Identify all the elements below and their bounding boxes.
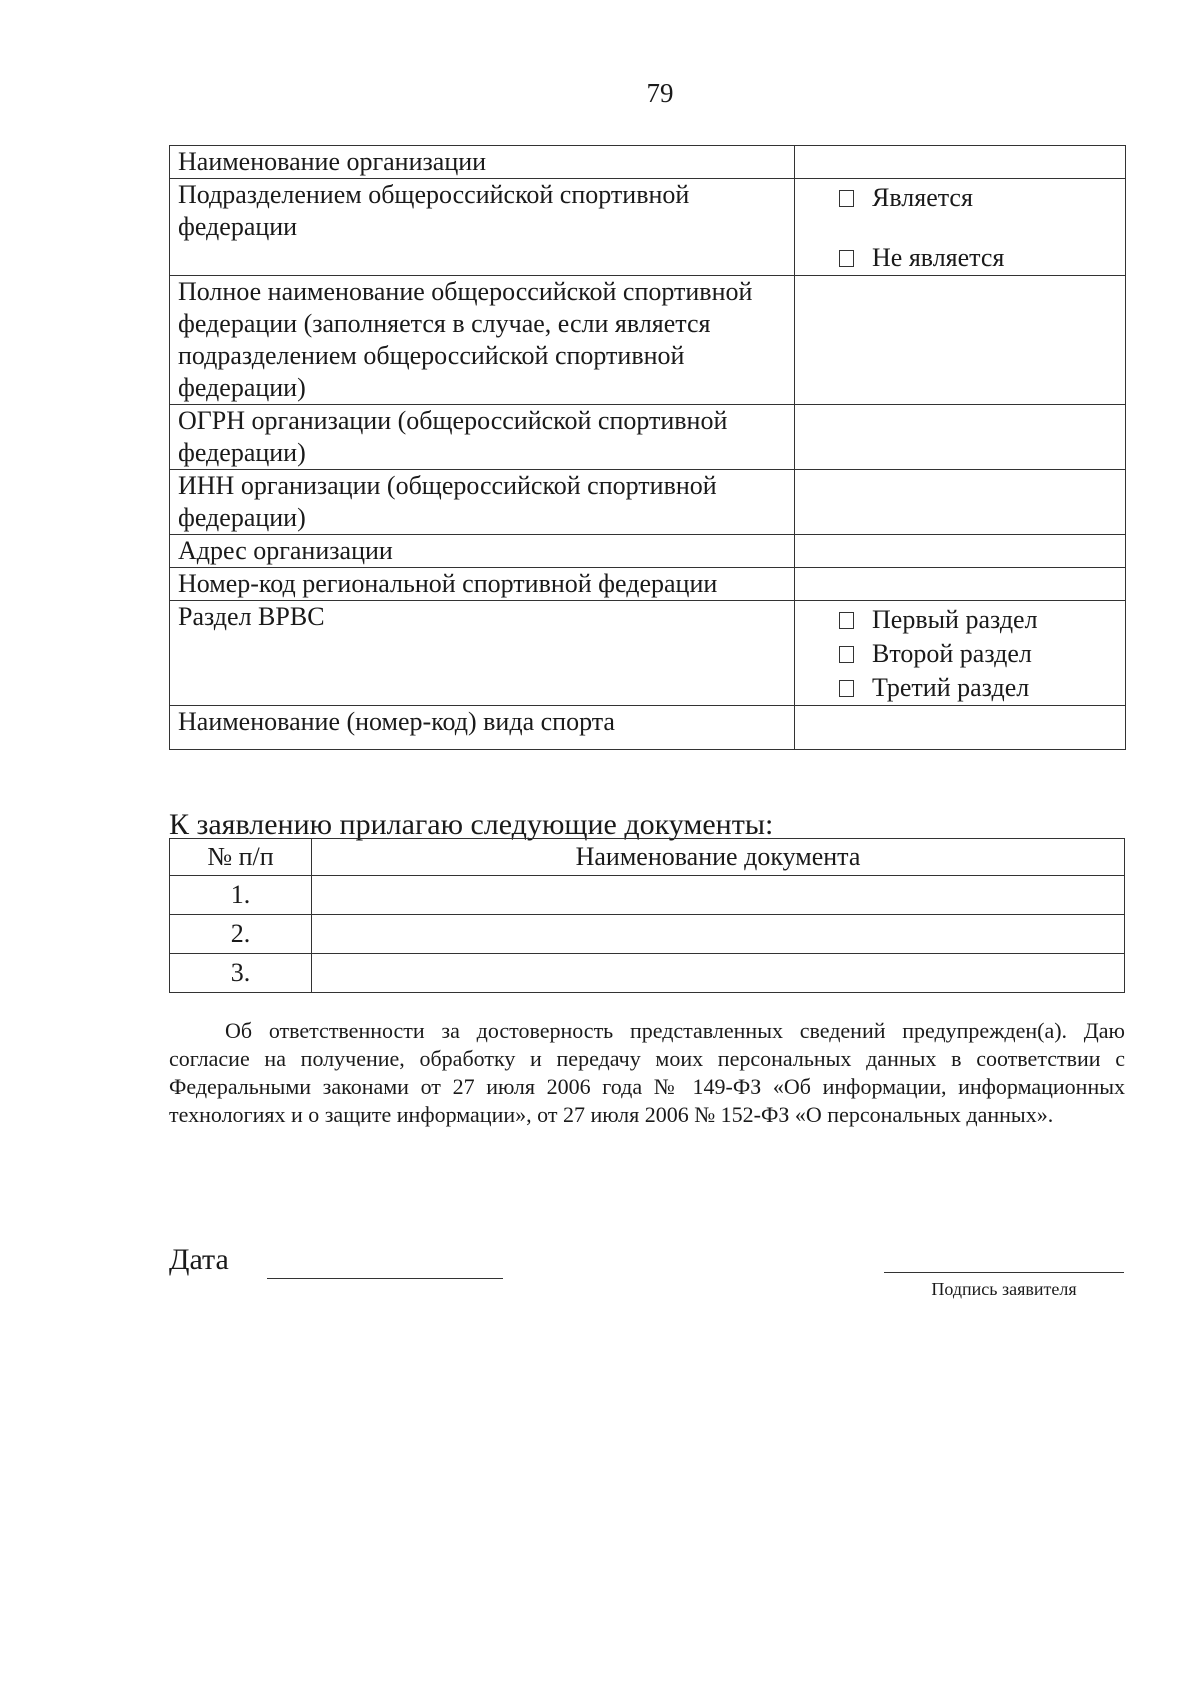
table-row <box>170 954 1125 993</box>
row-number: 2. <box>170 915 312 954</box>
field-label-address: Адрес организации <box>170 535 795 568</box>
field-value-inn[interactable] <box>795 470 1126 535</box>
option-label: Второй раздел <box>872 639 1032 668</box>
table-row <box>170 915 1125 954</box>
consent-paragraph: Об ответственности за достоверность представленных сведений предупрежден(а). Даю согласие на получение, обработку и передачу моих персональных данных в соответствии с Федеральными законами от 27 июля 2006 года № 149-ФЗ «Об информации, информационных технологиях и о защите информации», от 27 июля 2006 № 152-ФЗ «О персональных данных». <box>169 1018 1125 1127</box>
checkbox[interactable] <box>839 190 854 207</box>
documents-heading: К заявлению прилагаю следующие документы: <box>169 808 774 841</box>
field-label-org-name: Наименование организации <box>170 146 795 179</box>
field-label-vrvs-section: Раздел ВРВС <box>170 601 795 706</box>
field-label-ogrn: ОГРН организации (общероссийской спортивной федерации) <box>170 405 795 470</box>
field-value-org-name[interactable] <box>795 146 1126 179</box>
page-number: 79 <box>646 78 674 108</box>
column-header-number: № п/п <box>170 839 312 876</box>
date-label: Дата <box>169 1243 229 1276</box>
field-value-sport-name[interactable] <box>795 706 1126 750</box>
table-row <box>170 568 1126 601</box>
document-name-cell[interactable] <box>312 915 1125 954</box>
table-row <box>170 535 1126 568</box>
field-label-inn: ИНН организации (общероссийской спортивной федерации) <box>170 470 795 535</box>
option-label: Первый раздел <box>872 605 1038 634</box>
signature-caption: Подпись заявителя <box>931 1279 1077 1299</box>
checkbox[interactable] <box>839 646 854 663</box>
table-row <box>170 470 1126 535</box>
field-value-vrvs-section <box>795 601 1126 706</box>
table-row <box>170 601 1126 706</box>
table-row <box>170 405 1126 470</box>
table-row <box>170 706 1126 750</box>
row-number: 1. <box>170 876 312 915</box>
organization-info-table <box>169 145 1126 750</box>
option-second-section[interactable] <box>839 637 1117 671</box>
field-value-federation-full-name[interactable] <box>795 276 1126 405</box>
option-label: Является <box>872 183 973 212</box>
table-row <box>170 276 1126 405</box>
field-value-subdivision <box>795 179 1126 276</box>
field-value-address[interactable] <box>795 535 1126 568</box>
row-number: 3. <box>170 954 312 993</box>
column-header-document-name: Наименование документа <box>312 839 1125 876</box>
date-blank-line[interactable] <box>267 1278 503 1279</box>
field-label-subdivision: Подразделением общероссийской спортивной федерации <box>170 179 795 276</box>
field-label-sport-name: Наименование (номер-код) вида спорта <box>170 706 795 750</box>
option-first-section[interactable] <box>839 603 1117 637</box>
field-value-regional-code[interactable] <box>795 568 1126 601</box>
table-row <box>170 876 1125 915</box>
table-row <box>170 146 1126 179</box>
field-label-federation-full-name: Полное наименование общероссийской спортивной федерации (заполняется в случае, если является подразделением общероссийской спортивной федерации) <box>170 276 795 405</box>
documents-table <box>169 838 1125 993</box>
checkbox[interactable] <box>839 680 854 697</box>
checkbox[interactable] <box>839 612 854 629</box>
document-name-cell[interactable] <box>312 876 1125 915</box>
checkbox[interactable] <box>839 250 854 267</box>
field-label-regional-code: Номер-код региональной спортивной федерации <box>170 568 795 601</box>
option-not-subdivision[interactable] <box>839 241 1117 275</box>
field-value-ogrn[interactable] <box>795 405 1126 470</box>
option-third-section[interactable] <box>839 671 1117 705</box>
signature-blank-line[interactable] <box>884 1272 1124 1273</box>
option-is-subdivision[interactable] <box>839 181 1117 215</box>
option-label: Не является <box>872 243 1005 272</box>
document-name-cell[interactable] <box>312 954 1125 993</box>
table-header-row <box>170 839 1125 876</box>
table-row <box>170 179 1126 276</box>
option-label: Третий раздел <box>872 673 1030 702</box>
